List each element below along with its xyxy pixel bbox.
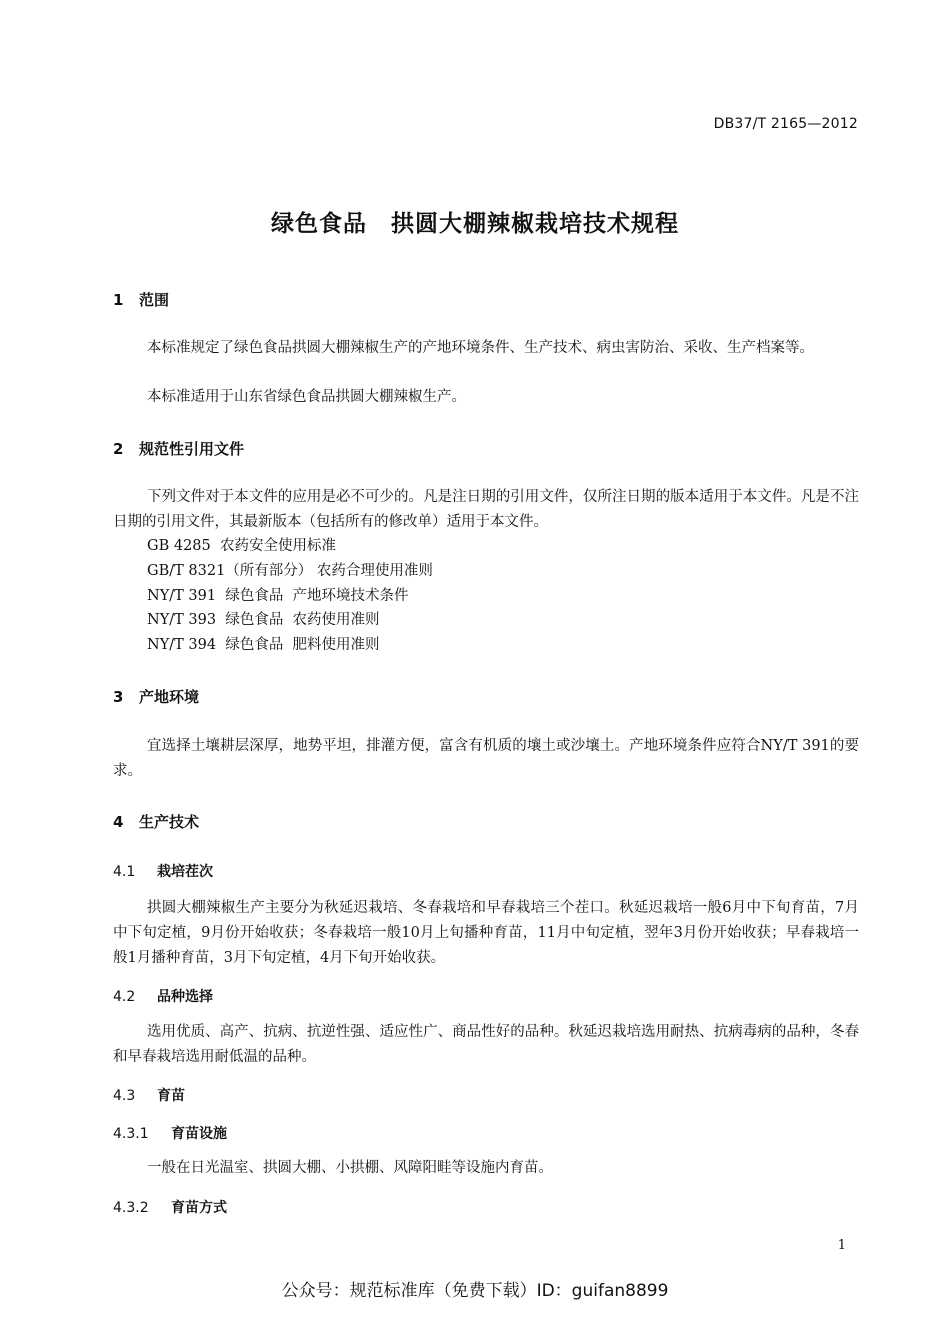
paragraph-nursery-facilities: 一般在日光温室、拱圆大棚、小拱棚、风障阳畦等设施内育苗。 (147, 1160, 553, 1176)
paragraph-environment: 宜选择土壤耕层深厚，地势平坦，排灌方便，富含有机质的壤土或沙壤土。产地环境条件应符合NY/T 391的要求。 (113, 738, 859, 779)
section-number: 4.3.1 (113, 1126, 149, 1142)
section-number: 2 (113, 440, 124, 458)
reference-item: NY/T 394 绿色食品 肥料使用准则 (147, 637, 380, 653)
footer-watermark-text: 公众号：规范标准库（免费下载）ID：guifan8899 (281, 1281, 669, 1301)
section-number: 1 (113, 291, 124, 309)
section-4-1-heading (113, 861, 213, 881)
section-4-heading (113, 811, 199, 832)
reference-item: NY/T 391 绿色食品 产地环境技术条件 (147, 588, 409, 604)
section-number: 4.2 (113, 989, 136, 1005)
section-4-2-heading (113, 986, 213, 1006)
section-2-heading (113, 438, 244, 459)
section-title: 育苗 (157, 1088, 185, 1104)
section-number: 3 (113, 688, 124, 706)
paragraph-variety-selection: 选用优质、高产、抗病、抗逆性强、适应性广、商品性好的品种。秋延迟栽培选用耐热、抗病毒病的品种，冬春和早春栽培选用耐低温的品种。 (113, 1024, 859, 1065)
section-title: 育苗设施 (171, 1126, 227, 1142)
paragraph-scope: 本标准规定了绿色食品拱圆大棚辣椒生产的产地环境条件、生产技术、病虫害防治、采收、生产档案等。 (147, 340, 814, 356)
section-title: 规范性引用文件 (139, 440, 245, 458)
section-title: 范围 (139, 291, 170, 309)
section-4-3-heading (113, 1085, 185, 1105)
section-number: 4.3.2 (113, 1200, 149, 1216)
section-4-3-2-heading (113, 1197, 227, 1217)
section-1-heading (113, 289, 169, 310)
reference-item: GB 4285 农药安全使用标准 (147, 538, 336, 554)
section-title: 育苗方式 (171, 1200, 227, 1216)
paragraph-applicability: 本标准适用于山东省绿色食品拱圆大棚辣椒生产。 (147, 389, 466, 405)
section-title: 栽培茬次 (157, 864, 213, 880)
reference-item: NY/T 393 绿色食品 农药使用准则 (147, 612, 380, 628)
section-title: 品种选择 (157, 989, 213, 1005)
paragraph-cropping-seasons: 拱圆大棚辣椒生产主要分为秋延迟栽培、冬春栽培和早春栽培三个茬口。秋延迟栽培一般6月中下旬育苗，7月中下旬定植，9月份开始收获；冬春栽培一般10月上旬播种育苗，11月中旬定植，翌年3月份开始收获；早春栽培一般1月播种育苗，3月下旬定植，4月下旬开始收获。 (113, 900, 859, 966)
page-number: 1 (837, 1238, 846, 1253)
section-number: 4 (113, 813, 124, 831)
section-title: 生产技术 (139, 813, 200, 831)
section-4-3-1-heading (113, 1123, 227, 1143)
document-title: 绿色食品 拱圆大棚辣椒栽培技术规程 (271, 211, 679, 237)
section-number: 4.3 (113, 1088, 136, 1104)
standard-code: DB37/T 2165—2012 (713, 116, 858, 132)
section-3-heading (113, 686, 199, 707)
reference-item: GB/T 8321（所有部分） 农药合理使用准则 (147, 563, 433, 579)
section-title: 产地环境 (139, 688, 200, 706)
paragraph-normative-refs: 下列文件对于本文件的应用是必不可少的。凡是注日期的引用文件，仅所注日期的版本适用于本文件。凡是不注日期的引用文件，其最新版本（包括所有的修改单）适用于本文件。 (113, 489, 859, 530)
section-number: 4.1 (113, 864, 136, 880)
